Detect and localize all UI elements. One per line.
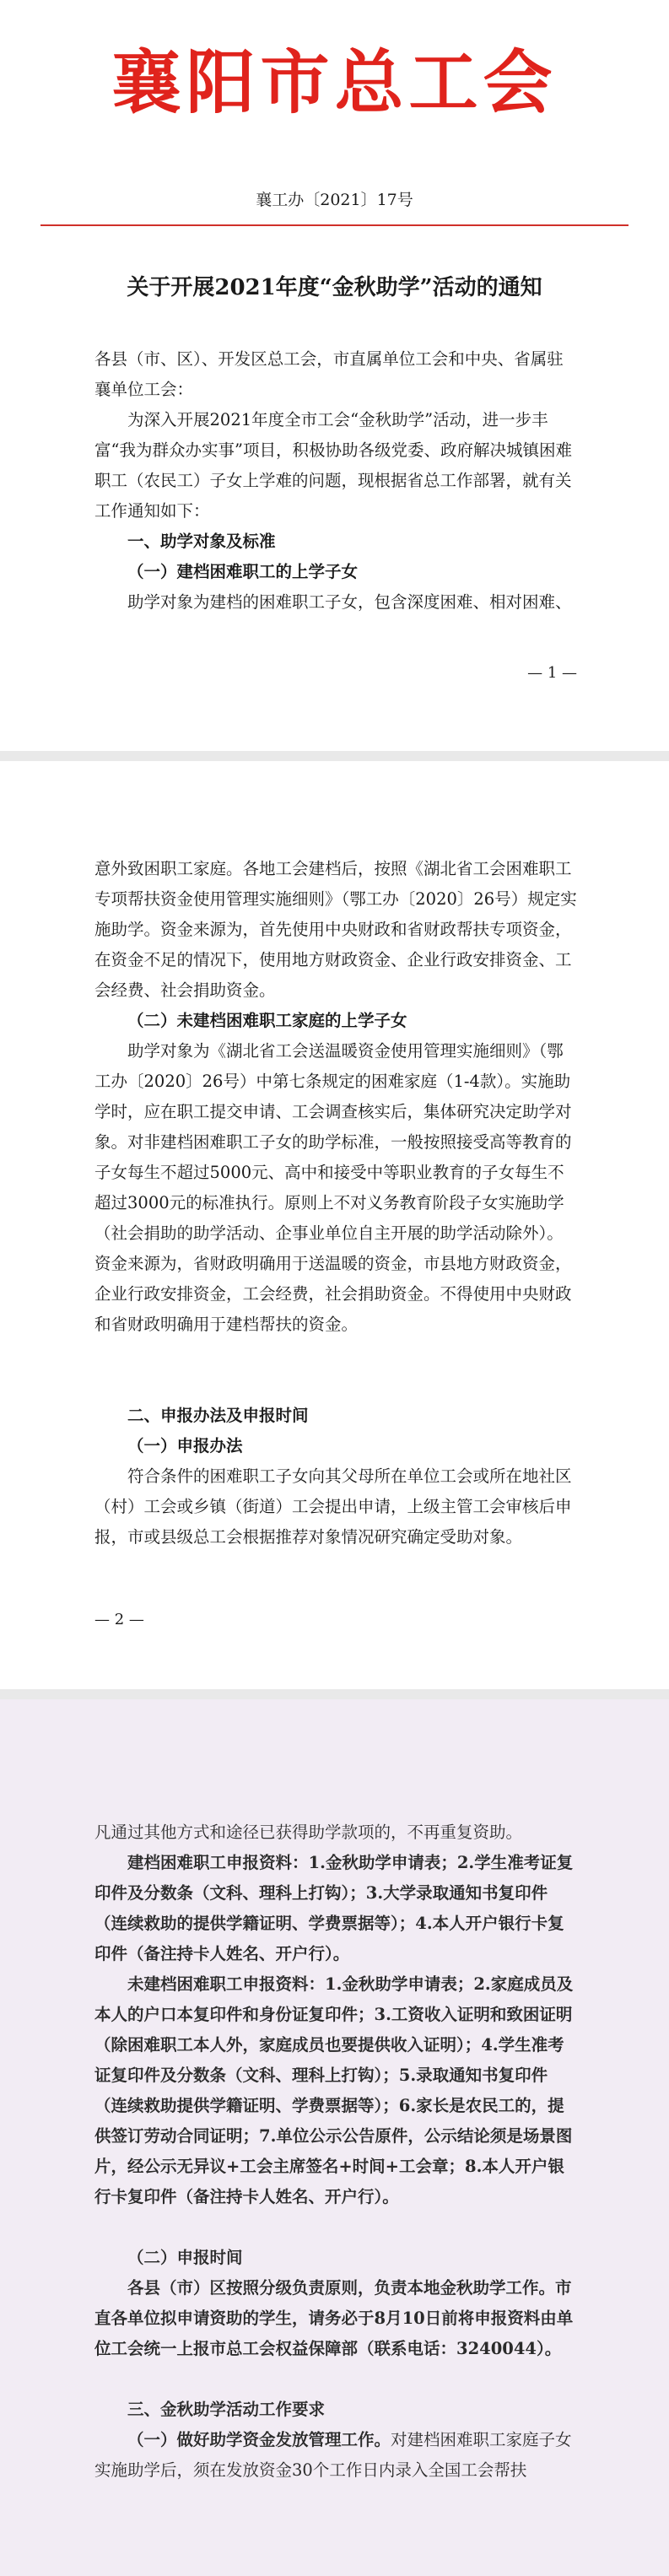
subsection-heading-1-2: （二）未建档困难职工家庭的上学子女	[127, 1011, 407, 1030]
subsection-heading-2-1: （一）申报办法	[127, 1436, 243, 1455]
subsection-heading-1-1: （一）建档困难职工的上学子女	[127, 562, 359, 581]
requirements-text: 对建档困难职工家庭子女实施助学后，须在发放资金30个工作日内录入全国工会帮扶	[94, 2430, 572, 2480]
document-page-1	[0, 0, 669, 751]
docs-archived-workers: 建档困难职工申报资料：1.金秋助学申请表；2.学生准考证复印件及分数条（文科、理科上打钩）；3.大学录取通知书复印件（连续救助的提供学籍证明、学费票据等）；4.本人开户银行卡复印件（备注持卡人姓名、开户行）。	[94, 1853, 574, 1963]
page-number-1: — 1 —	[527, 664, 577, 682]
paragraph-1-continued: 意外致困职工家庭。各地工会建档后，按照《湖北省工会困难职工专项帮扶资金使用管理实施细则》（鄂工办〔2020〕26号）规定实施助学。资金来源为，首先使用中央财政和省财政帮扶专项资金，在资金不足的情况下，使用地方财政资金、企业行政安排资金、工会经费、社会捐助资金。	[94, 859, 577, 1000]
doc-number: 襄工办〔2021〕17号	[256, 191, 413, 209]
intro-paragraph: 为深入开展2021年度全市工会“金秋助学”活动，进一步丰富“我为群众办实事”项目，积极协助各级党委、政府解决城镇困难职工（农民工）子女上学难的问题，现根据省总工作部署，就有关工作通知如下：	[94, 410, 572, 521]
section-heading-2: 二、申报办法及申报时间	[127, 1406, 309, 1425]
paragraph-3: 符合条件的困难职工子女向其父母所在单位工会或所在地社区（村）工会或乡镇（街道）工会提出申请，上级主管工会审核后申报，市或县级总工会根据推荐对象情况研究确定受助对象。	[94, 1466, 572, 1547]
paragraph-1-start: 助学对象为建档的困难职工子女，包含深度困难、相对困难、	[127, 592, 572, 612]
paragraph-2: 助学对象为《湖北省工会送温暖资金使用管理实施细则》（鄂工办〔2020〕26号）中第七条规定的困难家庭（1-4款）。实施助学时，应在职工提交申请、工会调查核实后，集体研究决定助学对象。对非建档困难职工子女的助学标准，一般按照接受高等教育的子女每生不超过5000元、高中和接受中等职业教育的子女每生不超过3000元的标准执行。原则上不对义务教育阶段子女实施助学（社会捐助的助学活动、企事业单位自主开展的助学活动除外）。资金来源为，省财政明确用于送温暖的资金，市县地方财政资金，企业行政安排资金，工会经费，社会捐助资金。不得使用中央财政和省财政明确用于建档帮扶的资金。	[94, 1041, 572, 1334]
section-heading-3: 三、金秋助学活动工作要求	[127, 2400, 326, 2419]
header-divider	[40, 224, 629, 226]
document-page-3	[0, 1699, 669, 2576]
recipients: 各县（市、区）、开发区总工会，市直属单位工会和中央、省属驻襄单位工会：	[94, 349, 564, 399]
paragraph-continued: 凡通过其他方式和途径已获得助学款项的，不再重复资助。	[94, 1823, 523, 1842]
paragraph-application-time: 各县（市）区按照分级负责原则，负责本地金秋助学工作。市直各单位拟申请资助的学生，请务必于8月10日前将申报资料由单位工会统一上报市总工会权益保障部（联系电话：3240044）。	[94, 2278, 574, 2358]
paragraph-requirements	[94, 2425, 577, 2486]
section-heading-1: 一、助学对象及标准	[127, 532, 276, 551]
subsection-heading-3-1: （一）做好助学资金发放管理工作。	[127, 2430, 391, 2449]
org-header: 襄阳市总工会	[111, 42, 558, 123]
docs-non-archived-workers: 未建档困难职工申报资料：1.金秋助学申请表；2.家庭成员及本人的户口本复印件和身份证复印件；3.工资收入证明和致困证明（除困难职工本人外，家庭成员也要提供收入证明）；4.学生准考证复印件及分数条（文科、理科上打钩）；5.录取通知书复印件（连续救助提供学籍证明、学费票据等）；6.家长是农民工的，提供签订劳动合同证明；7.单位公示公告原件，公示结论须是场景图片，经公示无异议+工会主席签名+时间+工会章；8.本人开户银行卡复印件（备注持卡人姓名、开户行）。	[94, 1974, 574, 2206]
document-page-2	[0, 761, 669, 1689]
notice-title: 关于开展2021年度“金秋助学”活动的通知	[127, 275, 542, 300]
page-number-2: — 2 —	[94, 1611, 144, 1628]
subsection-heading-2-2: （二）申报时间	[127, 2248, 243, 2267]
